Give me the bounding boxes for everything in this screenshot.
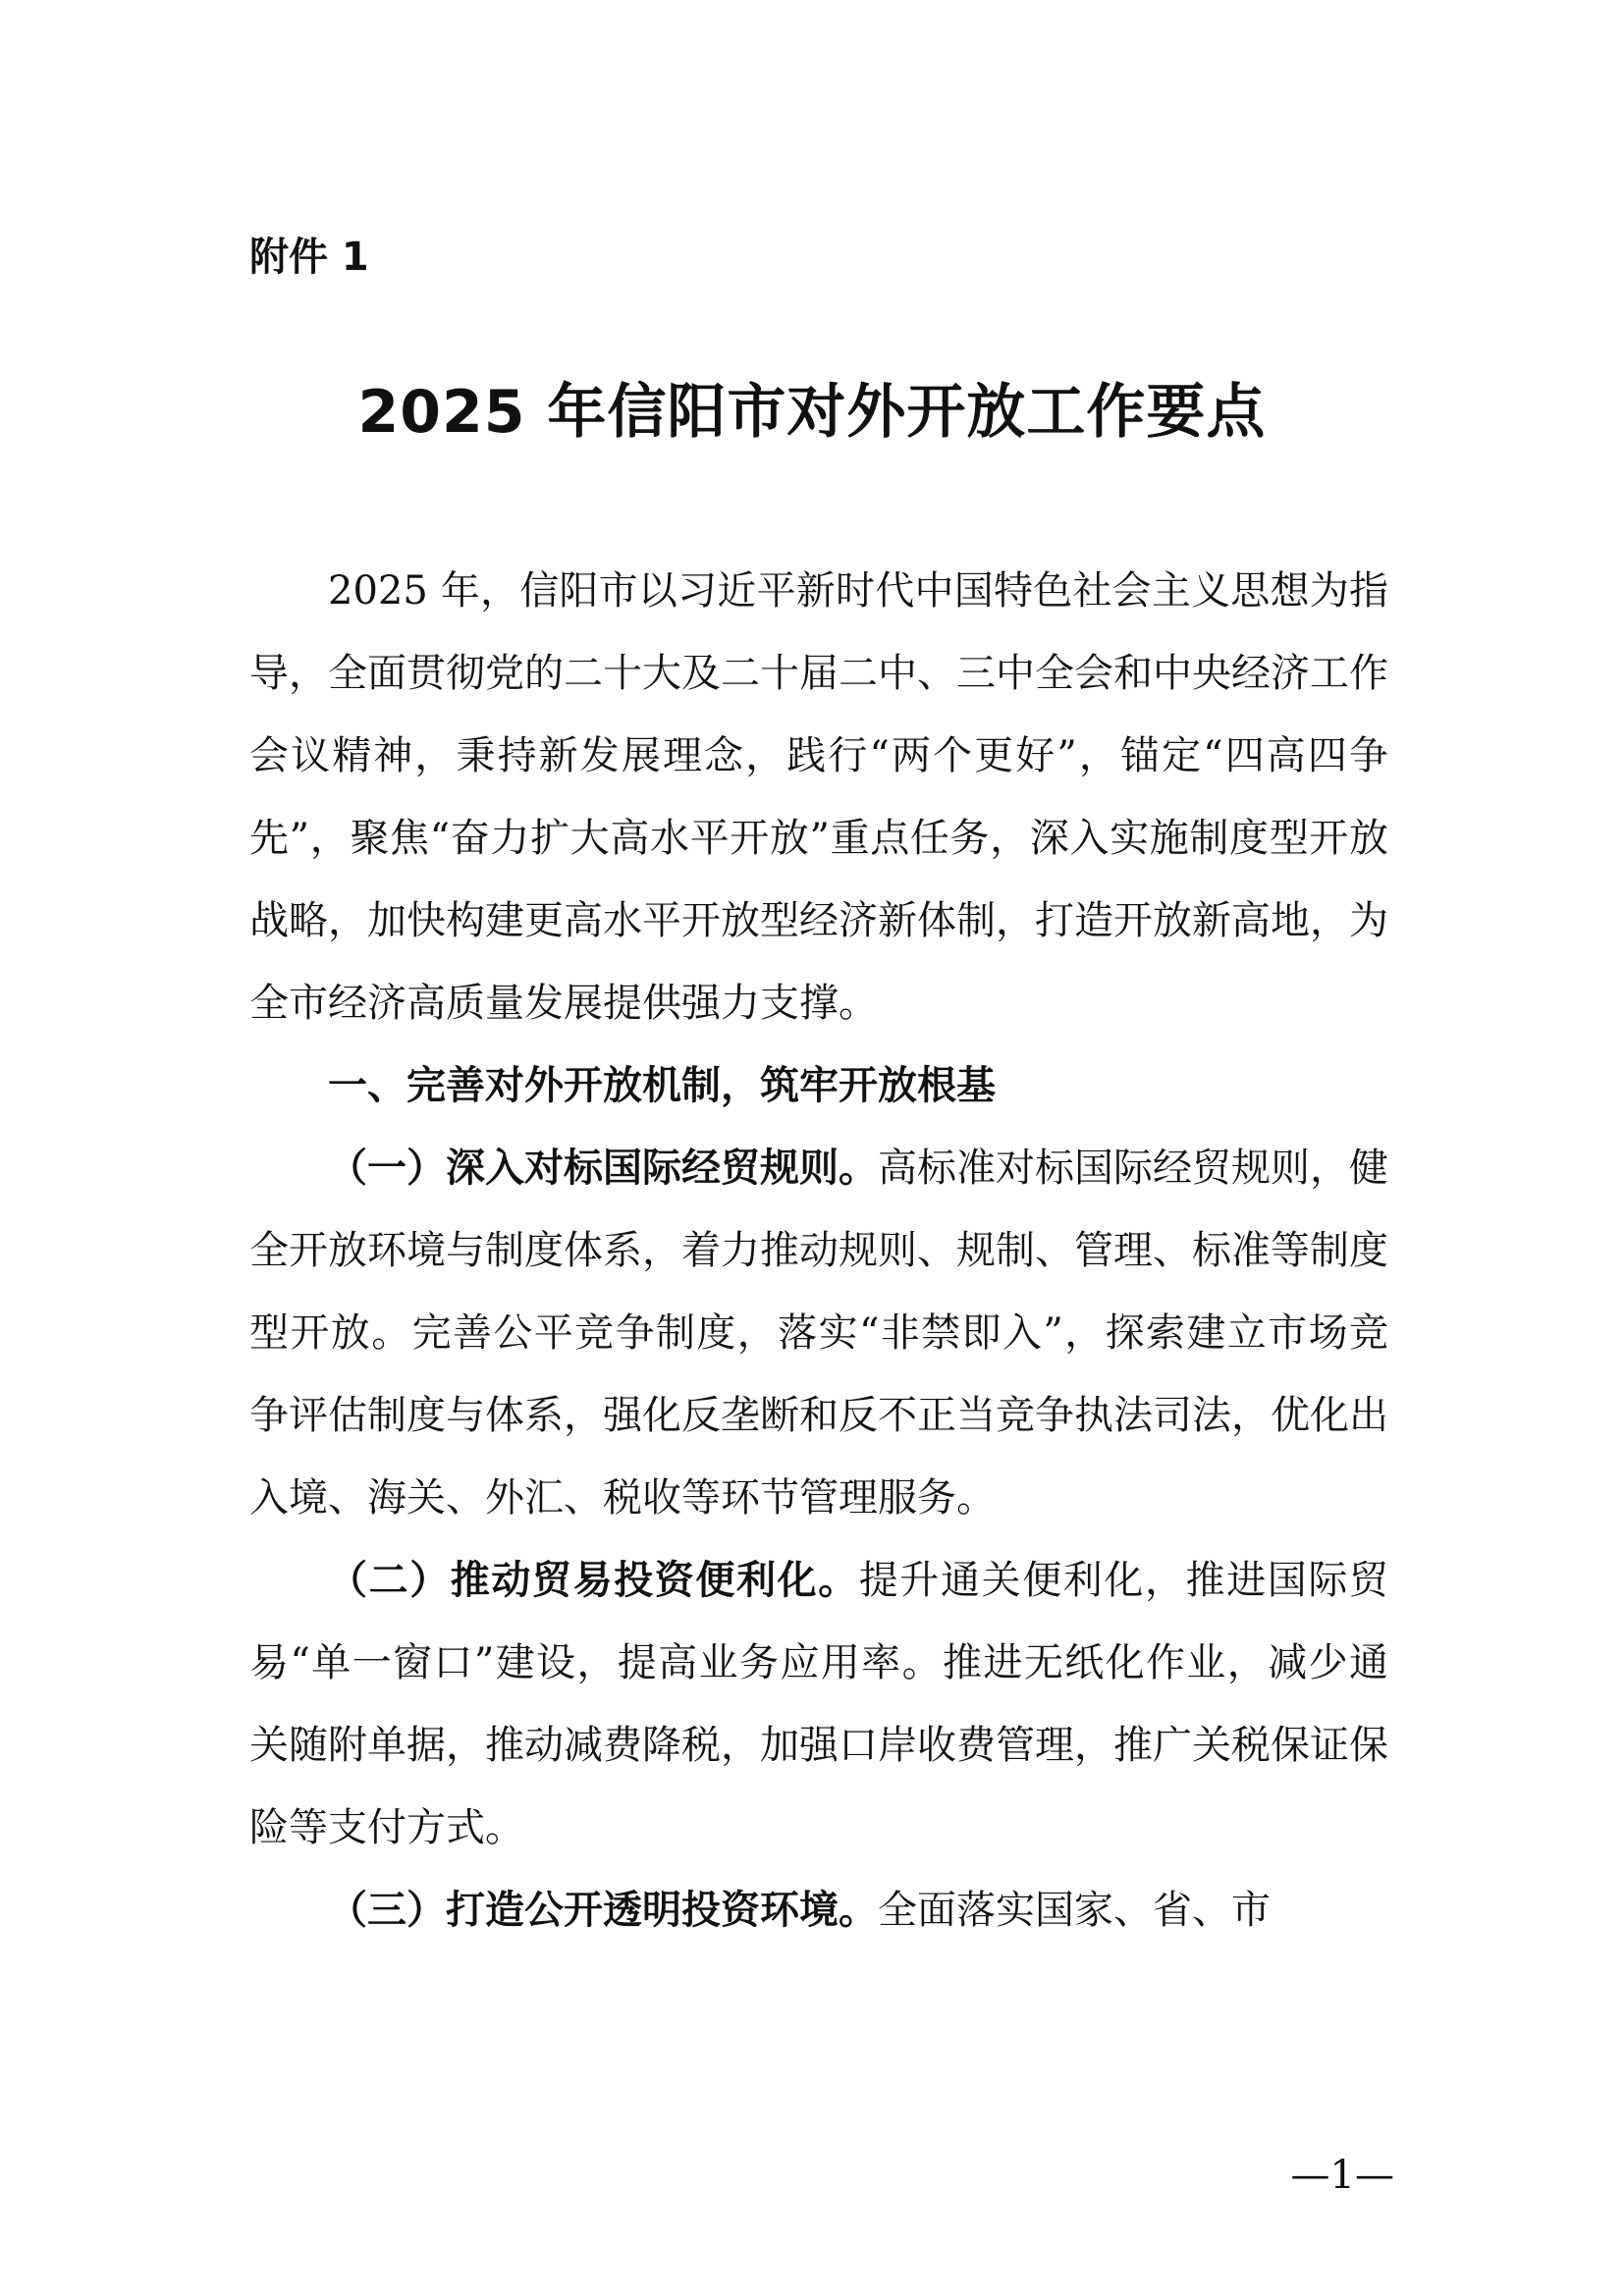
section-heading: 一、完善对外开放机制，筑牢开放根基 [328,1063,996,1108]
item-heading: （一）深入对标国际经贸规则。 [328,1146,878,1191]
document-body [249,550,1388,1951]
item-text: 高标准对标国际经贸规则，健全开放环境与制度体系，着力推动规则、规制、管理、标准等制度型开放。完善公平竞争制度，落实“非禁即入”，探索建立市场竞争评估制度与体系，强化反垄断和反不正当竞争执法司法，优化出入境、海关、外汇、税收等环节管理服务。 [249,1146,1388,1521]
paragraph-item-1 [249,1127,1388,1539]
page-number: —1— [1290,2153,1394,2198]
item-heading: （三）打造公开透明投资环境。 [328,1888,878,1933]
paragraph-item-3 [249,1869,1388,1951]
item-text: 全面落实国家、省、市 [878,1888,1271,1933]
item-text: 提升通关便利化，推进国际贸易“单一窗口”建设，提高业务应用率。推进无纸化作业，减少通关随附单据，推动减费降税，加强口岸收费管理，推广关税保证保险等支付方式。 [249,1558,1389,1850]
paragraph-item-2 [249,1539,1388,1869]
attachment-label: 附件 1 [249,235,369,280]
intro-paragraph: 2025 年，信阳市以习近平新时代中国特色社会主义思想为指导，全面贯彻党的二十大及二十届二中、三中全会和中央经济工作会议精神，秉持新发展理念，践行“两个更好”，锚定“四高四争先”，聚焦“奋力扩大高水平开放”重点任务，深入实施制度型开放战略，加快构建更高水平开放型经济新体制，打造开放新高地，为全市经济高质量发展提供强力支撑。 [249,568,1388,1026]
page-title: 2025 年信阳市对外开放工作要点 [357,378,1267,447]
item-heading: （二）推动贸易投资便利化。 [328,1558,859,1603]
